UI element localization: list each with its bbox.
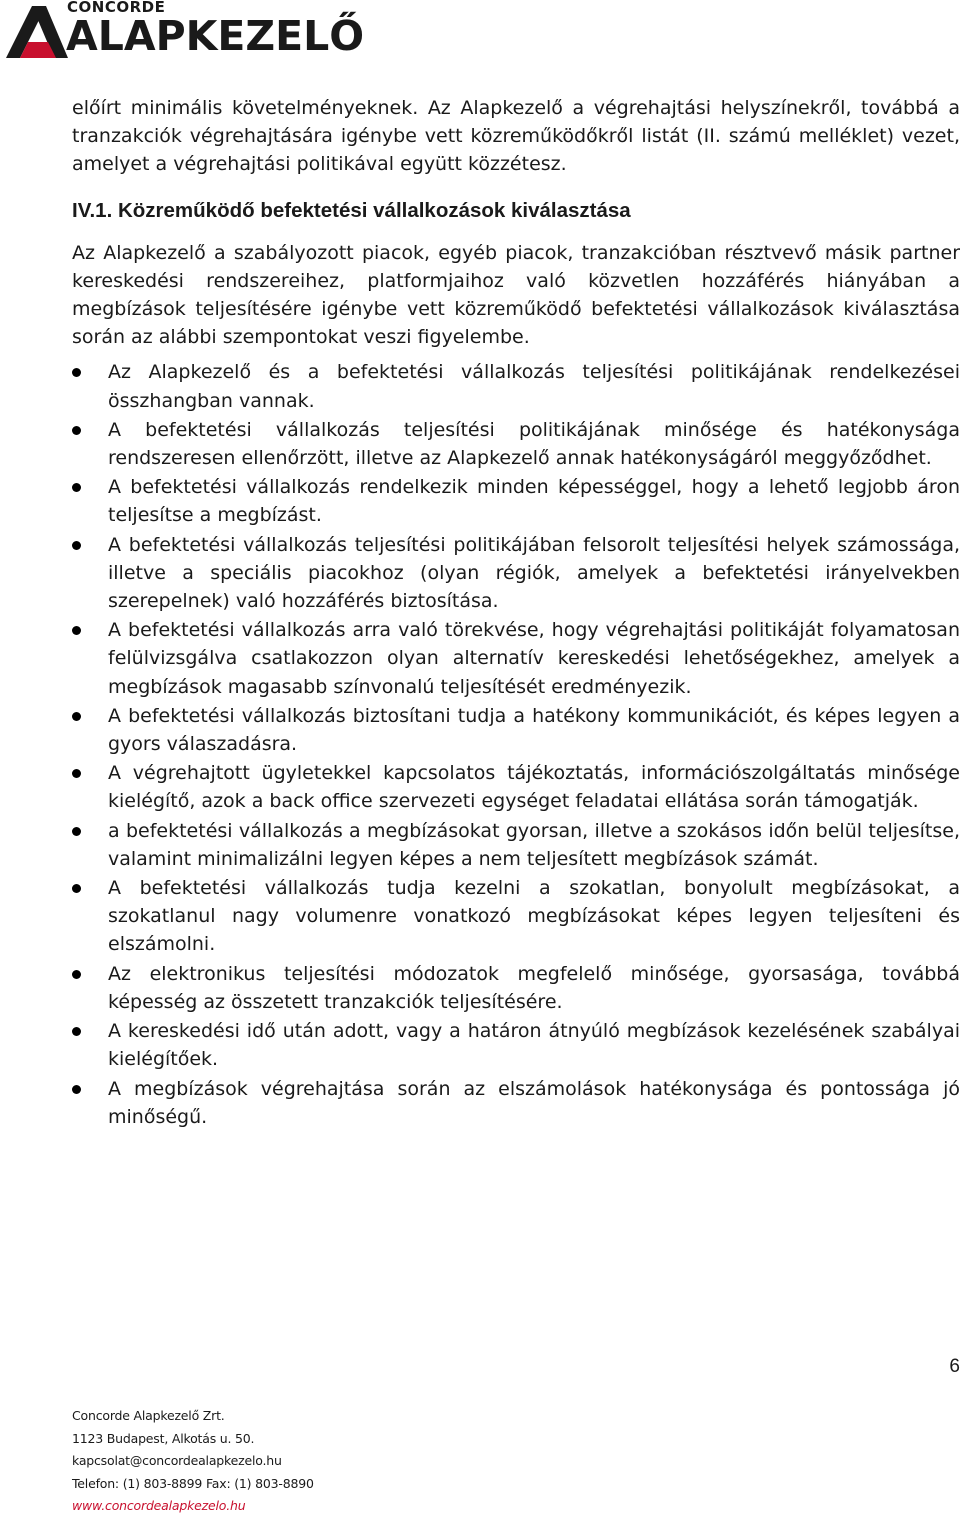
- list-item: [72, 616, 960, 701]
- bullet-icon: [72, 884, 81, 893]
- logo-brand-big: ALAPKEZELŐ: [66, 12, 365, 60]
- company-logo: [6, 0, 406, 62]
- list-item-text: A megbízások végrehajtása során az elszámolások hatékonysága és pontossága jó minőségű.: [108, 1077, 960, 1128]
- footer: [72, 1405, 314, 1518]
- list-item-text: Az elektronikus teljesítési módozatok megfelelő minősége, gyorsasága, továbbá képesség az összetett tranzakciók teljesítésére.: [108, 962, 960, 1013]
- logo-mark-icon: [6, 6, 68, 58]
- footer-address: 1123 Budapest, Alkotás u. 50.: [72, 1430, 255, 1446]
- list-item-text: A befektetési vállalkozás tudja kezelni a szokatlan, bonyolult megbízásokat, a szokatlanul nagy volumenre vonatkozó megbízásokat képes legyen teljesíteni és elszámolni.: [108, 877, 960, 956]
- list-item: [72, 531, 960, 616]
- bullet-icon: [72, 1027, 81, 1036]
- footer-email[interactable]: kapcsolat@concordealapkezelo.hu: [72, 1453, 282, 1469]
- bullet-icon: [72, 827, 81, 836]
- page-number: 6: [949, 1356, 960, 1377]
- list-item: [72, 874, 960, 959]
- list-item: [72, 473, 960, 529]
- footer-company: Concorde Alapkezelő Zrt.: [72, 1408, 225, 1423]
- intro-paragraph: előírt minimális követelményeknek. Az Alapkezelő a végrehajtási helyszínekről, továbbá a tranzakciók végrehajtására igénybe vett közreműködőkről listát (II. számú melléklet) vezet, amelyet a végrehajtási politikával együtt közzétesz.: [72, 97, 960, 176]
- logo-brand-small: CONCORDE: [67, 0, 166, 16]
- document-body: [72, 94, 960, 1132]
- criteria-list: [72, 358, 960, 1130]
- section-heading: IV.1. Közreműködő befektetési vállalkozások kiválasztása: [72, 198, 631, 222]
- list-item-text: A befektetési vállalkozás teljesítési politikájának minősége és hatékonysága rendszeresen ellenőrzött, illetve az Alapkezelő annak hatékonyságáról meggyőződhet.: [108, 418, 960, 470]
- bullet-icon: [72, 426, 81, 435]
- list-item: [72, 960, 960, 1016]
- list-item-text: a befektetési vállalkozás a megbízásokat gyorsan, illetve a szokásos időn belül teljesítse, valamint minimalizálni legyen képes a nem teljesített megbízások számát.: [108, 819, 960, 870]
- bullet-icon: [72, 712, 81, 721]
- list-item-text: A befektetési vállalkozás teljesítési politikájában felsorolt teljesítési helyek számossága, illetve a speciális piacokhoz (olyan régiók, amelyek a befektetési irányelvekben szerepelnek) való hozzáférés biztosítása.: [108, 533, 960, 613]
- bullet-icon: [72, 769, 81, 778]
- bullet-icon: [72, 970, 81, 979]
- bullet-icon: [72, 626, 81, 635]
- list-item-text: A végrehajtott ügyletekkel kapcsolatos tájékoztatás, információszolgáltatás minősége kielégítő, azok a back office szervezeti egységet feladatai ellátása során támogatják.: [108, 762, 960, 813]
- list-item: [72, 817, 960, 873]
- footer-phone: Telefon: (1) 803-8899 Fax: (1) 803-8890: [72, 1475, 314, 1491]
- list-item-text: A befektetési vállalkozás arra való törekvése, hogy végrehajtási politikáját folyamatosan felülvizsgálva csatlakozzon olyan alternatív kereskedési lehetőségekhez, amelyek a megbízások magasabb színvonalú teljesítését eredményezik.: [108, 619, 960, 698]
- section-paragraph: Az Alapkezelő a szabályozott piacok, egyéb piacok, tranzakcióban résztvevő másik partner kereskedési rendszereihez, platformjaihoz való közvetlen hozzáférés hiányában a megbízások teljesítésére igénybe vett közreműködő befektetési vállalkozások kiválasztása során az alábbi szempontokat veszi figyelembe.: [72, 241, 960, 349]
- footer-website-link[interactable]: www.concordealapkezelo.hu: [72, 1498, 246, 1514]
- bullet-icon: [72, 483, 81, 492]
- list-item: [72, 702, 960, 758]
- list-item-text: A kereskedési idő után adott, vagy a határon átnyúló megbízások kezelésének szabályai kielégítőek.: [108, 1020, 960, 1071]
- bullet-icon: [72, 368, 81, 377]
- list-item-text: A befektetési vállalkozás rendelkezik minden képességgel, hogy a lehető legjobb áron teljesítse a megbízást.: [108, 476, 960, 527]
- bullet-icon: [72, 541, 81, 550]
- list-item-text: Az Alapkezelő és a befektetési vállalkozás teljesítési politikájának rendelkezései összhangban vannak.: [108, 361, 960, 412]
- bullet-icon: [72, 1085, 81, 1094]
- list-item: [72, 1075, 960, 1131]
- list-item-text: A befektetési vállalkozás biztosítani tudja a hatékony kommunikációt, és képes legyen a gyors válaszadásra.: [108, 704, 960, 756]
- list-item: [72, 416, 960, 472]
- list-item: [72, 1017, 960, 1073]
- list-item: [72, 358, 960, 414]
- list-item: [72, 759, 960, 815]
